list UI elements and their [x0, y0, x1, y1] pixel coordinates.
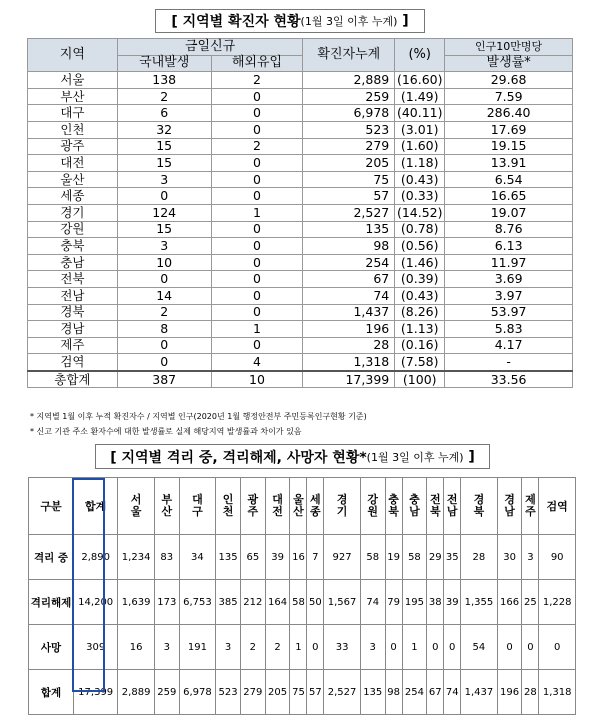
cell-value: 90 [539, 535, 576, 580]
cell-domestic: 15 [117, 221, 211, 238]
region-row [28, 72, 573, 89]
cell-value: 2 [240, 625, 265, 670]
cell-value: 195 [402, 580, 427, 625]
cell-pct: (0.16) [395, 337, 445, 354]
confirmed-cases-table [27, 38, 573, 388]
cell-value: 7 [307, 535, 324, 580]
cell-pct: (8.26) [395, 304, 445, 321]
header-region [154, 478, 179, 535]
cell-rate: 8.76 [445, 221, 573, 238]
cell-cumulative: 254 [303, 254, 395, 271]
region-row [28, 105, 573, 122]
cell-overseas: 2 [211, 72, 303, 89]
cell-domestic: 15 [117, 155, 211, 172]
status-row [29, 535, 576, 580]
cell-region: 전남 [28, 287, 118, 304]
cell-value: 259 [154, 670, 179, 715]
header-region [360, 478, 385, 535]
cell-value: 58 [402, 535, 427, 580]
cell-overseas: 0 [211, 105, 303, 122]
cell-value: 58 [360, 535, 385, 580]
header-region [265, 478, 290, 535]
cell-rate: 4.17 [445, 337, 573, 354]
cell-domestic: 0 [117, 271, 211, 288]
region-row [28, 155, 573, 172]
cell-value: 28 [461, 535, 498, 580]
cell-overseas: 2 [211, 138, 303, 155]
cell-region: 경북 [28, 304, 118, 321]
cell-domestic: 138 [117, 72, 211, 89]
cell-pct: (1.49) [395, 88, 445, 105]
header-label: 경남 [504, 493, 515, 518]
cell-pct: (1.18) [395, 155, 445, 172]
cell-domestic: 2 [117, 88, 211, 105]
cell-rate: 33.56 [445, 371, 573, 388]
cell-rate: 29.68 [445, 72, 573, 89]
cell-region: 세종 [28, 188, 118, 205]
footnotes [30, 409, 367, 439]
cell-pct: (3.01) [395, 121, 445, 138]
cell-value: 33 [324, 625, 361, 670]
cell-value: 0 [385, 625, 402, 670]
cell-pct: (0.43) [395, 171, 445, 188]
cell-value: 2,527 [324, 670, 361, 715]
cell-value: 65 [240, 535, 265, 580]
header-label: 울산 [293, 493, 304, 518]
cell-value: 3 [216, 625, 241, 670]
cell-total: 14,200 [74, 580, 118, 625]
cell-region: 제주 [28, 337, 118, 354]
cell-region: 경남 [28, 321, 118, 338]
header-region [427, 478, 444, 535]
cell-overseas: 0 [211, 271, 303, 288]
cell-rate: 16.65 [445, 188, 573, 205]
cell-value: 58 [290, 580, 307, 625]
cell-total: 2,890 [74, 535, 118, 580]
cell-overseas: 1 [211, 204, 303, 221]
header-label: 광주 [247, 493, 259, 518]
header-region [179, 478, 216, 535]
cell-value: 0 [444, 625, 461, 670]
header-region [240, 478, 265, 535]
cell-value: 28 [522, 670, 539, 715]
cell-domestic: 14 [117, 287, 211, 304]
footnote-2: * 신고 기관 주소 환자수에 대한 발생률로 실제 해당지역 발생률과 차이가 있음 [30, 427, 302, 436]
header-overseas: 해외유입 [211, 55, 303, 72]
header-category: 구분 [29, 478, 74, 535]
region-row [28, 321, 573, 338]
cell-rate: 19.07 [445, 204, 573, 221]
cell-overseas: 0 [211, 254, 303, 271]
cell-domestic: 3 [117, 171, 211, 188]
cell-domestic: 0 [117, 354, 211, 371]
cell-region: 서울 [28, 72, 118, 89]
header-new: 금일신규 [117, 39, 303, 56]
status-row [29, 670, 576, 715]
header-region [118, 478, 155, 535]
section1-title-sub: (1월 3일 이후 누계) [300, 15, 398, 28]
cell-value: 35 [444, 535, 461, 580]
header-label: 전남 [446, 493, 458, 518]
cell-value: 39 [265, 535, 290, 580]
cell-value: 74 [360, 580, 385, 625]
header-region [290, 478, 307, 535]
cell-value: 1 [402, 625, 427, 670]
cell-value: 75 [290, 670, 307, 715]
cell-pct: (1.13) [395, 321, 445, 338]
cell-rate: 53.97 [445, 304, 573, 321]
header-region [402, 478, 427, 535]
cell-domestic: 15 [117, 138, 211, 155]
cell-value: 254 [402, 670, 427, 715]
cell-value: 1 [290, 625, 307, 670]
cell-rate: 17.69 [445, 121, 573, 138]
region-row [28, 88, 573, 105]
cell-pct: (0.43) [395, 287, 445, 304]
cell-region: 총합계 [28, 371, 118, 388]
cell-value: 16 [290, 535, 307, 580]
region-row [28, 287, 573, 304]
cell-domestic: 8 [117, 321, 211, 338]
cell-overseas: 0 [211, 337, 303, 354]
cell-overseas: 0 [211, 121, 303, 138]
cell-overseas: 0 [211, 88, 303, 105]
header-region: 지역 [28, 39, 118, 72]
header-label: 인천 [222, 493, 234, 518]
row-label: 격리 중 [29, 535, 74, 580]
region-row [28, 354, 573, 371]
cell-value: 34 [179, 535, 216, 580]
cell-overseas: 1 [211, 321, 303, 338]
cell-cumulative: 196 [303, 321, 395, 338]
cell-value: 98 [385, 670, 402, 715]
cell-value: 54 [461, 625, 498, 670]
cell-rate: 5.83 [445, 321, 573, 338]
header-label: 전북 [429, 493, 441, 518]
cell-pct: (1.60) [395, 138, 445, 155]
cell-pct: (0.56) [395, 238, 445, 255]
region-row [28, 271, 573, 288]
cell-cumulative: 75 [303, 171, 395, 188]
cell-region: 강원 [28, 221, 118, 238]
cell-value: 212 [240, 580, 265, 625]
cell-cumulative: 98 [303, 238, 395, 255]
header-label: 경기 [336, 493, 348, 518]
cell-value: 0 [539, 625, 576, 670]
cell-value: 57 [307, 670, 324, 715]
cell-value: 6,978 [179, 670, 216, 715]
header-region [444, 478, 461, 535]
isolation-status-table [28, 477, 576, 715]
cell-value: 74 [444, 670, 461, 715]
header-label: 세종 [310, 493, 321, 518]
cell-cumulative: 1,318 [303, 354, 395, 371]
status-row [29, 625, 576, 670]
cell-value: 191 [179, 625, 216, 670]
cell-rate: 7.59 [445, 88, 573, 105]
row-label: 격리해제 [29, 580, 74, 625]
status-row [29, 580, 576, 625]
cell-cumulative: 28 [303, 337, 395, 354]
cell-rate: 6.54 [445, 171, 573, 188]
cell-domestic: 0 [117, 337, 211, 354]
cell-domestic: 32 [117, 121, 211, 138]
cell-overseas: 0 [211, 221, 303, 238]
header-label: 검역 [546, 500, 568, 513]
cell-value: 38 [427, 580, 444, 625]
header-label: 부산 [161, 493, 173, 518]
cell-overseas: 0 [211, 304, 303, 321]
cell-pct: (100) [395, 371, 445, 388]
region-row [28, 238, 573, 255]
section1-title-end: ] [402, 13, 409, 29]
cell-overseas: 4 [211, 354, 303, 371]
header-total [74, 478, 118, 535]
cell-pct: (0.78) [395, 221, 445, 238]
cell-value: 50 [307, 580, 324, 625]
cell-cumulative: 205 [303, 155, 395, 172]
header-pct: (%) [395, 39, 445, 72]
cell-overseas: 0 [211, 238, 303, 255]
footnote-1: * 지역별 1월 이후 누적 확진자수 / 지역별 인구(2020년 1월 행정안전부 주민등록인구현황 기준) [30, 412, 367, 421]
cell-domestic: 6 [117, 105, 211, 122]
cell-region: 충남 [28, 254, 118, 271]
cell-cumulative: 1,437 [303, 304, 395, 321]
cell-domestic: 3 [117, 238, 211, 255]
section2-title-end: ] [468, 448, 475, 465]
cell-value: 25 [522, 580, 539, 625]
cell-value: 3 [360, 625, 385, 670]
cell-pct: (40.11) [395, 105, 445, 122]
region-row [28, 171, 573, 188]
header-cumulative: 확진자누계 [303, 39, 395, 72]
region-row [28, 204, 573, 221]
cell-value: 67 [427, 670, 444, 715]
cell-value: 135 [216, 535, 241, 580]
cell-pct: (1.46) [395, 254, 445, 271]
cell-region: 인천 [28, 121, 118, 138]
cell-total: 17,399 [74, 670, 118, 715]
cell-overseas: 0 [211, 188, 303, 205]
cell-cumulative: 2,527 [303, 204, 395, 221]
cell-overseas: 0 [211, 155, 303, 172]
cell-rate: 13.91 [445, 155, 573, 172]
cell-value: 2,889 [118, 670, 155, 715]
cell-value: 196 [497, 670, 522, 715]
cell-overseas: 0 [211, 287, 303, 304]
cell-cumulative: 6,978 [303, 105, 395, 122]
header-region [522, 478, 539, 535]
region-row [28, 221, 573, 238]
cell-pct: (14.52) [395, 204, 445, 221]
cell-value: 523 [216, 670, 241, 715]
cell-value: 3 [154, 625, 179, 670]
header-label: 제주 [525, 493, 536, 518]
cell-region: 광주 [28, 138, 118, 155]
cell-cumulative: 279 [303, 138, 395, 155]
header-label: 경북 [473, 493, 485, 518]
cell-value: 1,234 [118, 535, 155, 580]
cell-domestic: 124 [117, 204, 211, 221]
header-region [539, 478, 576, 535]
cell-pct: (0.39) [395, 271, 445, 288]
header-label: 합계 [85, 500, 107, 513]
cell-pct: (16.60) [395, 72, 445, 89]
region-row [28, 121, 573, 138]
cell-overseas: 10 [211, 371, 303, 388]
section1-title-text: [ 지역별 확진자 현황 [171, 14, 301, 30]
cell-cumulative: 523 [303, 121, 395, 138]
cell-value: 29 [427, 535, 444, 580]
header-label: 서울 [130, 493, 142, 518]
region-row [28, 138, 573, 155]
cell-pct: (0.33) [395, 188, 445, 205]
cell-value: 16 [118, 625, 155, 670]
cell-domestic: 387 [117, 371, 211, 388]
cell-region: 전북 [28, 271, 118, 288]
cell-value: 1,639 [118, 580, 155, 625]
region-row [28, 337, 573, 354]
cell-cumulative: 57 [303, 188, 395, 205]
cell-rate: 3.97 [445, 287, 573, 304]
cell-value: 79 [385, 580, 402, 625]
cell-value: 166 [497, 580, 522, 625]
cell-value: 3 [522, 535, 539, 580]
cell-value: 6,753 [179, 580, 216, 625]
header-region [461, 478, 498, 535]
header-region [497, 478, 522, 535]
header-rate-line1: 인구10만명당 [445, 39, 573, 56]
cell-region: 경기 [28, 204, 118, 221]
cell-value: 135 [360, 670, 385, 715]
header-region [307, 478, 324, 535]
cell-value: 30 [497, 535, 522, 580]
header-label: 강원 [367, 493, 379, 518]
cell-overseas: 0 [211, 171, 303, 188]
cell-region: 충북 [28, 238, 118, 255]
total-row [28, 371, 573, 388]
cell-total: 309 [74, 625, 118, 670]
header-domestic: 국내발생 [117, 55, 211, 72]
cell-rate: - [445, 354, 573, 371]
cell-rate: 19.15 [445, 138, 573, 155]
cell-region: 대전 [28, 155, 118, 172]
cell-region: 부산 [28, 88, 118, 105]
cell-rate: 6.13 [445, 238, 573, 255]
cell-cumulative: 17,399 [303, 371, 395, 388]
header-label: 대전 [272, 493, 283, 518]
section2-title-text: [ 지역별 격리 중, 격리해제, 사망자 현황* [110, 449, 367, 466]
cell-cumulative: 74 [303, 287, 395, 304]
cell-value: 1,355 [461, 580, 498, 625]
cell-domestic: 0 [117, 188, 211, 205]
cell-domestic: 10 [117, 254, 211, 271]
header-rate-line2: 발생률* [445, 55, 573, 72]
cell-region: 대구 [28, 105, 118, 122]
cell-cumulative: 67 [303, 271, 395, 288]
cell-value: 0 [307, 625, 324, 670]
cell-rate: 286.40 [445, 105, 573, 122]
row-label: 사망 [29, 625, 74, 670]
cell-value: 83 [154, 535, 179, 580]
cell-pct: (7.58) [395, 354, 445, 371]
region-row [28, 304, 573, 321]
cell-value: 39 [444, 580, 461, 625]
cell-rate: 11.97 [445, 254, 573, 271]
cell-value: 0 [427, 625, 444, 670]
cell-value: 385 [216, 580, 241, 625]
cell-domestic: 2 [117, 304, 211, 321]
row-label: 합계 [29, 670, 74, 715]
header-label: 대구 [192, 493, 203, 518]
section1-title [155, 9, 425, 33]
cell-value: 173 [154, 580, 179, 625]
cell-value: 164 [265, 580, 290, 625]
section2-title-sub: (1월 3일 이후 누계) [366, 450, 464, 464]
cell-value: 1,437 [461, 670, 498, 715]
region-row [28, 254, 573, 271]
header-label: 충북 [388, 493, 399, 518]
cell-rate: 3.69 [445, 271, 573, 288]
cell-value: 205 [265, 670, 290, 715]
section2-title [95, 444, 490, 469]
header-region [324, 478, 361, 535]
header-region [216, 478, 241, 535]
cell-value: 279 [240, 670, 265, 715]
cell-cumulative: 2,889 [303, 72, 395, 89]
cell-value: 2 [265, 625, 290, 670]
cell-region: 검역 [28, 354, 118, 371]
cell-region: 울산 [28, 171, 118, 188]
cell-value: 1,567 [324, 580, 361, 625]
cell-cumulative: 135 [303, 221, 395, 238]
cell-cumulative: 259 [303, 88, 395, 105]
cell-value: 1,228 [539, 580, 576, 625]
header-label: 충남 [409, 493, 420, 518]
cell-value: 0 [522, 625, 539, 670]
cell-value: 1,318 [539, 670, 576, 715]
cell-value: 927 [324, 535, 361, 580]
cell-value: 19 [385, 535, 402, 580]
region-row [28, 188, 573, 205]
cell-value: 0 [497, 625, 522, 670]
header-region [385, 478, 402, 535]
